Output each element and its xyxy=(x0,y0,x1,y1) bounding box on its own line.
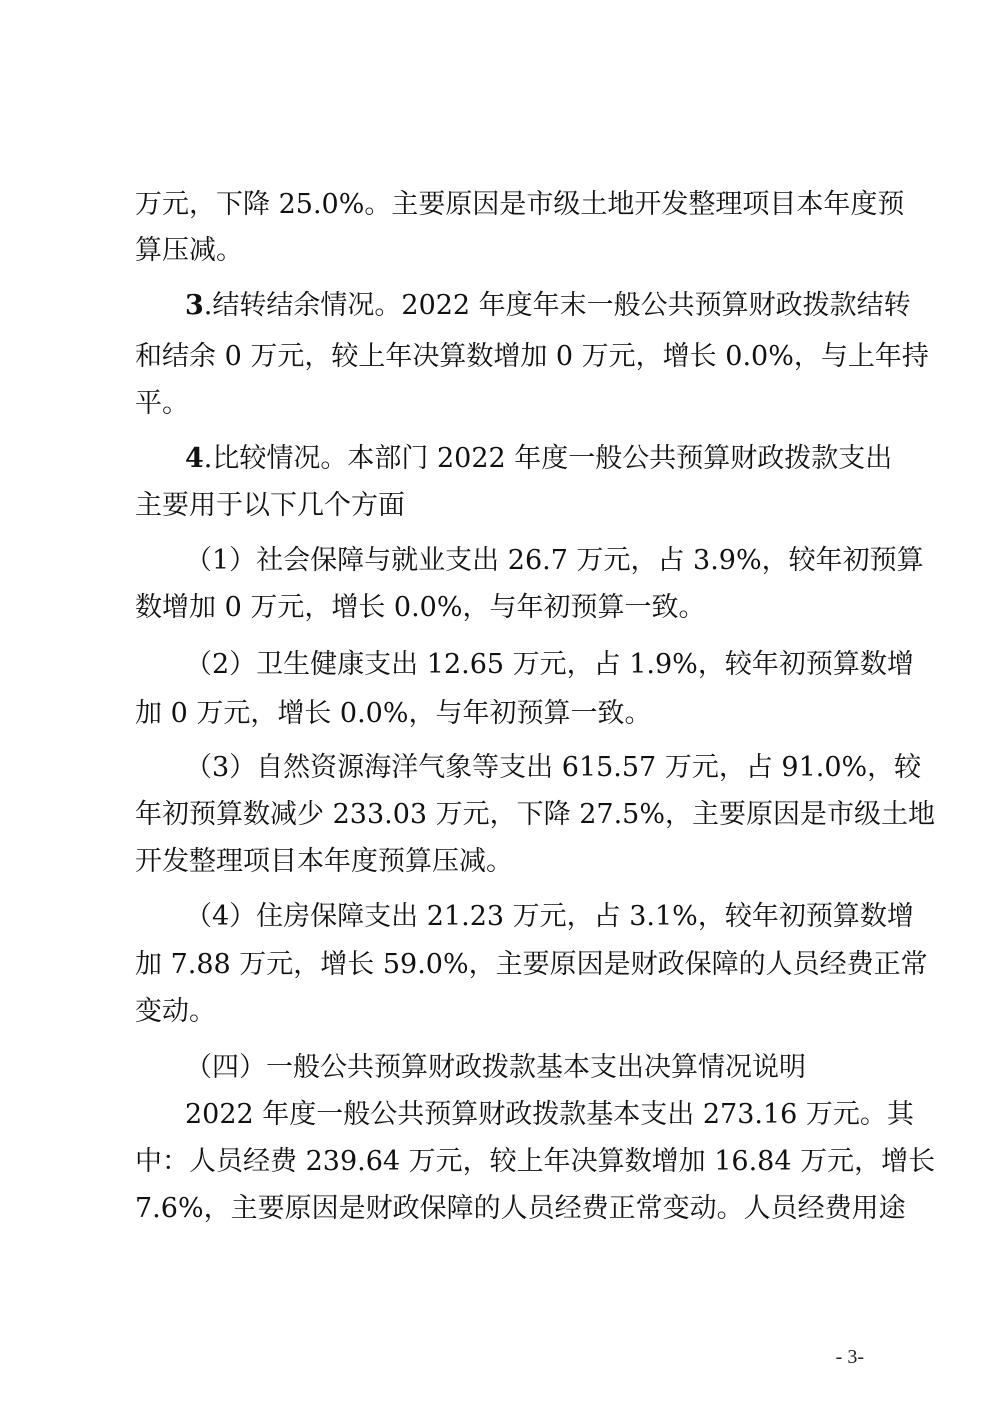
section-heading: （四）一般公共预算财政拨款基本支出决算情况说明 xyxy=(185,1052,806,1083)
text-line: 变动。 xyxy=(135,996,216,1027)
text-line: （3）自然资源海洋气象等支出 615.57 万元，占 91.0%，较 xyxy=(185,752,922,783)
item-text: 比较情况。本部门 2022 年度一般公共预算财政拨款支出 xyxy=(212,443,893,474)
text-line: 算压减。 xyxy=(135,235,243,266)
text-line: 和结余 0 万元，较上年决算数增加 0 万元，增长 0.0%，与上年持 xyxy=(135,341,929,372)
text-line: 2022 年度一般公共预算财政拨款基本支出 273.16 万元。其 xyxy=(185,1099,914,1130)
text-line: 平。 xyxy=(135,388,189,419)
item-3-line: 3.结转结余情况。2022 年度年末一般公共预算财政拨款结转 xyxy=(185,290,911,321)
text-line: 主要用于以下几个方面 xyxy=(135,490,405,521)
text-line: 万元，下降 25.0%。主要原因是市级土地开发整理项目本年度预 xyxy=(135,189,905,220)
page-number: - 3- xyxy=(835,1346,864,1368)
text-line: 7.6%，主要原因是财政保障的人员经费正常变动。人员经费用途 xyxy=(135,1193,906,1224)
text-line: （2）卫生健康支出 12.65 万元，占 1.9%，较年初预算数增 xyxy=(185,649,914,680)
item-4-line: 4.比较情况。本部门 2022 年度一般公共预算财政拨款支出 xyxy=(185,443,893,474)
text-line: 开发整理项目本年度预算压减。 xyxy=(135,846,513,877)
text-line: 加 7.88 万元，增长 59.0%，主要原因是财政保障的人员经费正常 xyxy=(135,949,928,980)
item-number: 3 xyxy=(185,290,204,321)
text-line: 年初预算数减少 233.03 万元，下降 27.5%，主要原因是市级土地 xyxy=(135,799,935,830)
text-line: 中：人员经费 239.64 万元，较上年决算数增加 16.84 万元，增长 xyxy=(135,1146,936,1177)
text-line: （1）社会保障与就业支出 26.7 万元，占 3.9%，较年初预算 xyxy=(185,545,924,576)
item-number: 4 xyxy=(185,443,204,474)
text-line: 数增加 0 万元，增长 0.0%，与年初预算一致。 xyxy=(135,592,706,623)
text-line: （4）住房保障支出 21.23 万元，占 3.1%，较年初预算数增 xyxy=(185,901,914,932)
item-text: 结转结余情况。2022 年度年末一般公共预算财政拨款结转 xyxy=(212,290,911,321)
text-line: 加 0 万元，增长 0.0%，与年初预算一致。 xyxy=(135,698,652,729)
